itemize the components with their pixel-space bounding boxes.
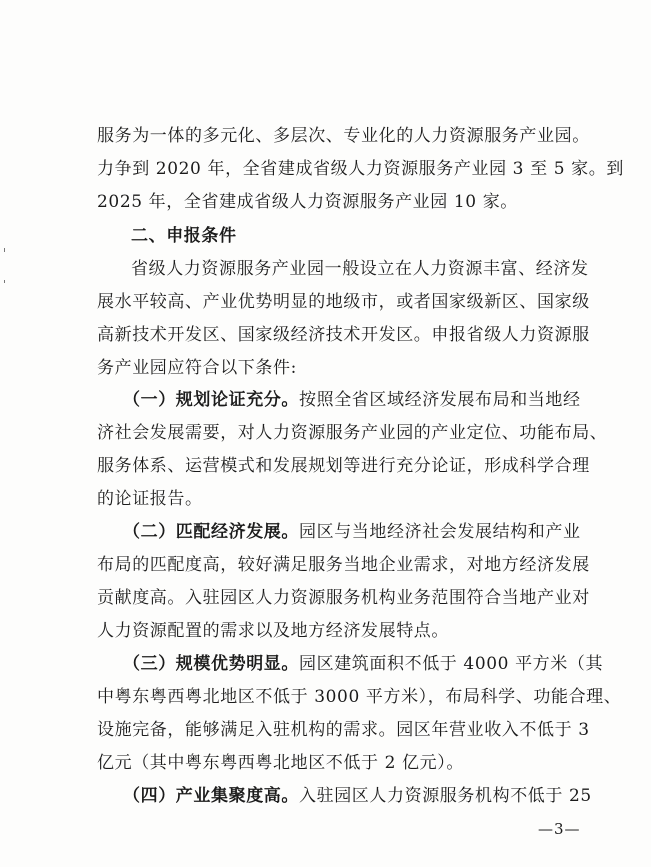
text-line: 济社会发展需要，对人力资源服务产业园的产业定位、功能布局、 <box>97 423 608 443</box>
margin-mark <box>4 248 5 252</box>
text-line: 布局的匹配度高，较好满足服务当地企业需求，对地方经济发展 <box>97 555 590 575</box>
item-text: 按照全省区域经济发展布局和当地经 <box>299 390 581 410</box>
text-line: 省级人力资源服务产业园一般设立在人力资源丰富、经济发 <box>131 259 589 279</box>
text-line: 展水平较高、产业优势明显的地级市，或者国家级新区、国家级 <box>97 292 590 312</box>
text-line: 服务为一体的多元化、多层次、专业化的人力资源服务产业园。 <box>97 126 590 146</box>
text-line: 亿元（其中粤东粤西粤北地区不低于 2 亿元）。 <box>97 753 464 773</box>
text-line: 人力资源配置的需求以及地方经济发展特点。 <box>97 621 449 641</box>
item-text: 园区与当地经济社会发展结构和产业 <box>299 522 581 542</box>
item-line <box>123 389 581 411</box>
text-line: 中粤东粤西粤北地区不低于 3000 平方米），布局科学、功能合理、 <box>97 687 622 707</box>
item-text: 入驻园区人力资源服务机构不低于 25 <box>299 786 592 806</box>
text-line: 务产业园应符合以下条件: <box>97 358 297 378</box>
item-heading: （四）产业集聚度高。 <box>123 786 299 806</box>
item-heading: （三）规模优势明显。 <box>123 654 299 674</box>
page-number: —3— <box>538 820 581 838</box>
section-heading: 二、申报条件 <box>131 226 237 246</box>
text-line: 力争到 2020 年，全省建成省级人力资源服务产业园 3 至 5 家。到 <box>97 159 624 179</box>
item-line <box>123 521 581 543</box>
text-line: 服务体系、运营模式和发展规划等进行充分论证，形成科学合理 <box>97 456 590 476</box>
text-line: 高新技术开发区、国家级经济技术开发区。申报省级人力资源服 <box>97 325 590 345</box>
text-line: 设施完备，能够满足入驻机构的需求。园区年营业收入不低于 3 <box>97 720 590 740</box>
text-line: 贡献度高。入驻园区人力资源服务机构业务范围符合当地产业对 <box>97 588 590 608</box>
item-heading: （一）规划论证充分。 <box>123 390 299 410</box>
text-line: 2025 年，全省建成省级人力资源服务产业园 10 家。 <box>97 192 518 212</box>
item-heading: （二）匹配经济发展。 <box>123 522 299 542</box>
item-text: 园区建筑面积不低于 4000 平方米（其 <box>299 654 604 674</box>
item-line <box>123 785 592 807</box>
text-line: 的论证报告。 <box>97 489 203 509</box>
item-line <box>123 653 603 675</box>
margin-mark <box>4 280 5 283</box>
